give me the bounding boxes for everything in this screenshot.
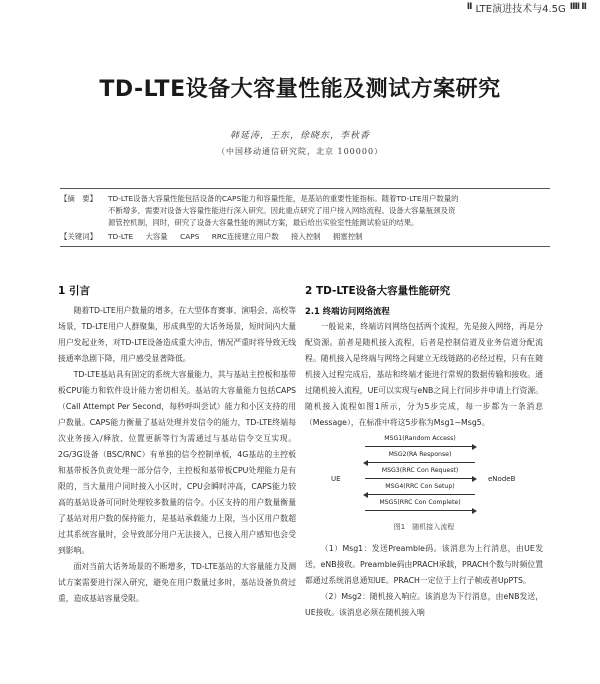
authors: 韩延涛，王东，徐晓东，李秋香 [229, 131, 370, 141]
msg2-arrow [365, 451, 475, 464]
left-column [58, 283, 296, 607]
figure-caption: 图1 随机接入流程 [393, 523, 455, 531]
section2-heading: 2 TD-LTE设备大容量性能研究 [305, 285, 451, 297]
random-access-figure [305, 435, 543, 519]
abstract-box [60, 188, 550, 247]
keyword: 接入控制 [290, 232, 321, 241]
abstract-text [108, 193, 459, 229]
section1-paragraph: 面对当前大话务场景的不断增多，TD-LTE基站的大容量能力及测试方案需要进行深入研究，避免在用户数量过多时，基站设备负荷过重，造成基站容量受限。 [58, 562, 296, 603]
arrow-left-icon [363, 460, 368, 466]
abstract-line: 不断增多，需要对设备大容量性能进行深入研究。因此重点研究了用户接入网络流程、设备大容量瓶颈及资 [108, 206, 456, 215]
enodeb-label: eNodeB [488, 475, 516, 483]
keywords-list [108, 231, 372, 243]
msg2-label: MSG2(RA Response) [388, 451, 452, 458]
keywords-label: 【关键词】 [60, 232, 97, 241]
msg1-arrow [365, 435, 475, 448]
ue-label: UE [331, 475, 341, 483]
journal-header [467, 0, 600, 14]
section2-paragraph: 一般说来，终端访问网络包括两个流程，先是接入网络，再是分配资源。前者是随机接入流程，后者是控制信道及业务信道分配流程。随机接入是终端与网络之间建立无线链路的必经过程，只有在随机接入过程完成后，基站和终端才能进行常规的数据传输和接收。通过随机接入流程，UE可以实现与eNB之间上行同步并申请上行资源。随机接入流程如图1所示，分为5步完成，每一步都为一条消息（Message），在标准中将这5步称为Msg1~Msg5。 [305, 322, 543, 427]
msg1-label: MSG1(Random Access) [384, 435, 456, 442]
keyword: CAPS [180, 232, 200, 241]
msg5-line [365, 510, 475, 511]
header-bars-right-icon: IIII II [569, 2, 586, 12]
msg4-label: MSG4(RRC Con Setup) [385, 483, 455, 490]
msg2-line [365, 462, 475, 463]
msg5-label: MSG5(RRC Con Complete) [379, 499, 461, 506]
abstract-label: 【摘 要】 [60, 194, 97, 203]
msg4-line [365, 494, 475, 495]
affiliation: （中国移动通信研究院，北京 100000） [216, 147, 384, 156]
keywords [60, 231, 550, 243]
abstract-line: 源管控机制，同时，研究了设备大容量性能的测试方案，最后给出实验室性能测试验证的结果。 [108, 218, 419, 227]
msg3-line [365, 478, 475, 479]
keyword: 拥塞控制 [332, 232, 363, 241]
header-bars-left-icon: II [466, 2, 472, 12]
msg3-label: MSG3(RRC Con Request) [381, 467, 459, 474]
paper-title: TD-LTE设备大容量性能及测试方案研究 [99, 77, 501, 102]
msg1-line [365, 446, 475, 447]
list-item: （2）Msg2：随机接入响应。该消息为下行消息，由eNB发送，UE接收。该消息必须在随机接入响 [305, 592, 543, 617]
section1-heading: 1 引言 [58, 285, 90, 297]
list-item: （1）Msg1：发送Preamble码。该消息为上行消息，由UE发送，eNB接收。Preamble码由PRACH承载，PRACH个数与时频位置都通过系统消息通知UE。PRACH一定位于上行子帧或者UpPTS。 [305, 544, 543, 585]
msg4-arrow [365, 483, 475, 496]
arrow-left-icon [363, 492, 368, 498]
keyword: TD-LTE [108, 232, 134, 241]
arrow-right-icon [472, 476, 477, 482]
arrow-right-icon [472, 444, 477, 450]
journal-name: LTE演进技术与4.5G [475, 3, 566, 15]
keyword: 大容量 [145, 232, 168, 241]
keyword: RRC连接建立用户数 [211, 232, 279, 241]
section1-paragraph: TD-LTE基站具有固定的系统大容量能力，其与基站主控板和基带板CPU能力和软件设计能力密切相关。基站的大容量能力包括CAPS（Call Attempt Per Second，每秒呼叫尝试）能力和小区支持的用户数量。CAPS能力衡量了基站处理并发信令的能力，TD-LTE终端每次业务接入/释放、位置更新等行为需通过与基站信令交互实现。2G/3G设备（BSC/RNC）有单独的信令控制单板，4G基站的主控板和基带板各负责处理一部分信令，主控板和基带板CPU处理能力是有限的，当大量用户同时接入小区时，CPU会瞬时冲高，CAPS能力较高的基站设备可同时处理较多数量的信令。小区支持的用户数量衡量了基站对用户数的保持能力，是基站承载能力上限，当小区用户数超过其系统容量时，会导致部分用户无法接入，已接入用户感知也会受到影响。 [58, 370, 296, 555]
right-column [305, 283, 543, 621]
abstract [60, 193, 550, 229]
arrow-right-icon [472, 508, 477, 514]
msg5-arrow [365, 499, 475, 512]
subsection-heading: 2.1 终端访问网络流程 [305, 306, 390, 316]
section1-paragraph: 随着TD-LTE用户数量的增多，在大型体育赛事、演唱会、高校等场景，TD-LTE用户人群聚集，形成典型的大话务场景，短时间内大量用户发起业务，对TD-LTE设备造成重大冲击，情况严重时将导致无线接通率急剧下降，用户感受显著降低。 [58, 306, 296, 363]
msg3-arrow [365, 467, 475, 480]
abstract-line: TD-LTE设备大容量性能包括设备的CAPS能力和容量性能，是基站的重要性能指标。随着TD-LTE用户数量的 [108, 194, 459, 203]
